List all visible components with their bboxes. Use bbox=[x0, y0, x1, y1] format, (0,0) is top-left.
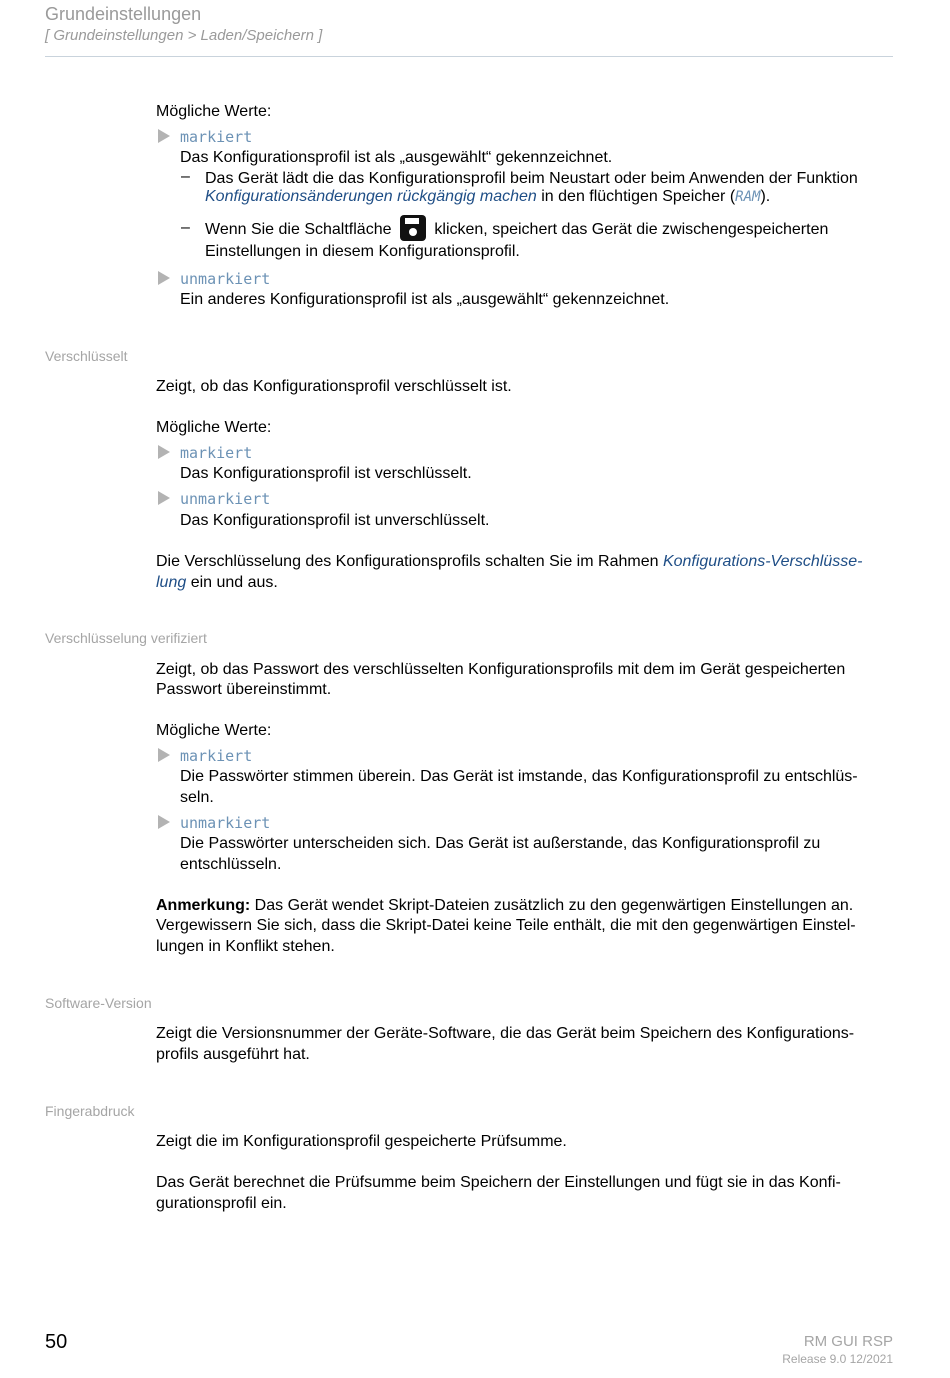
footer-product: RM GUI RSP bbox=[803, 1333, 893, 1350]
note-line: Vergewissern Sie sich, dass die Skript-Datei keine Teile enthält, die mit den gegenwärtigen Einstel- bbox=[156, 917, 856, 934]
value-markiert: markiert bbox=[180, 444, 253, 462]
field-intro-continuation: profils ausgeführt hat. bbox=[156, 1046, 310, 1063]
value-description: Das Konfigurationsprofil ist als „ausgewählt“ gekennzeichnet. bbox=[180, 149, 613, 166]
field-intro: Zeigt, ob das Konfigurationsprofil verschlüsselt ist. bbox=[156, 378, 512, 395]
bullet-triangle-icon bbox=[158, 815, 170, 829]
bullet-triangle-icon bbox=[158, 129, 170, 143]
possible-values-heading: Mögliche Werte: bbox=[156, 722, 272, 739]
running-header-breadcrumb: [ Grundeinstellungen > Laden/Speichern ] bbox=[45, 27, 323, 44]
save-icon bbox=[400, 215, 426, 241]
value-description: Die Passwörter unterscheiden sich. Das Gerät ist außerstande, das Konfigurationsprofil zu bbox=[180, 835, 821, 852]
link-config-encryption[interactable]: Konfigurations-Verschlüsse- bbox=[662, 553, 863, 570]
bullet-triangle-icon bbox=[158, 748, 170, 762]
page-number: 50 bbox=[45, 1331, 68, 1353]
link-config-encryption-cont[interactable]: lung bbox=[156, 574, 187, 591]
value-description-continuation: entschlüsseln. bbox=[180, 856, 282, 873]
value-unmarkiert: unmarkiert bbox=[180, 814, 271, 832]
field-intro-continuation: Passwort übereinstimmt. bbox=[156, 681, 332, 698]
value-description: Das Konfigurationsprofil ist verschlüsselt. bbox=[180, 465, 472, 482]
field-intro: Zeigt die Versionsnummer der Geräte-Software, die das Gerät beim Speichern des Konfigurations- bbox=[156, 1025, 855, 1042]
running-header-title: Grundeinstellungen bbox=[45, 4, 202, 24]
field-intro: Zeigt die im Konfigurationsprofil gespeicherte Prüfsumme. bbox=[156, 1133, 567, 1150]
possible-values-heading: Mögliche Werte: bbox=[156, 103, 272, 120]
note-line: Anmerkung: Das Gerät wendet Skript-Dateien zusätzlich zu den gegenwärtigen Einstellungen an. bbox=[156, 897, 854, 914]
value-description: Ein anderes Konfigurationsprofil ist als „ausgewählt“ gekennzeichnet. bbox=[180, 291, 670, 308]
sub-bullet-text: Wenn Sie die Schaltfläche klicken, speichert das Gerät die zwischengespeicherten bbox=[205, 215, 895, 241]
note-line: lungen in Konflikt stehen. bbox=[156, 938, 335, 955]
field-label-software-version: Software-Version bbox=[45, 995, 152, 1011]
bullet-triangle-icon bbox=[158, 271, 170, 285]
value-description: Die Passwörter stimmen überein. Das Gerät ist imstande, das Konfigurationsprofil zu entschlüs- bbox=[180, 768, 858, 785]
dash-bullet: – bbox=[181, 168, 190, 185]
footer-release: Release 9.0 12/2021 bbox=[782, 1352, 893, 1366]
field-label-encrypted: Verschlüsselt bbox=[45, 348, 128, 364]
encryption-note-continuation: lung ein und aus. bbox=[156, 574, 278, 591]
possible-values-heading: Mögliche Werte: bbox=[156, 419, 272, 436]
value-unmarkiert: unmarkiert bbox=[180, 490, 271, 508]
sub-bullet-continuation: Einstellungen in diesem Konfigurationsprofil. bbox=[205, 243, 520, 260]
value-description: Das Konfigurationsprofil ist unverschlüsselt. bbox=[180, 512, 490, 529]
field-label-verified: Verschlüsselung verifiziert bbox=[45, 630, 207, 646]
sub-bullet-text: Das Gerät lädt die das Konfigurationsprofil beim Neustart oder beim Anwenden der Funktion bbox=[205, 170, 858, 187]
header-divider bbox=[45, 56, 893, 57]
bullet-triangle-icon bbox=[158, 445, 170, 459]
ram-term: RAM bbox=[735, 189, 761, 205]
value-description-continuation: seln. bbox=[180, 789, 214, 806]
field-paragraph: Das Gerät berechnet die Prüfsumme beim Speichern der Einstellungen und fügt sie in das Konfi- bbox=[156, 1174, 841, 1191]
value-unmarkiert: unmarkiert bbox=[180, 270, 271, 288]
dash-bullet: – bbox=[181, 219, 190, 236]
value-markiert: markiert bbox=[180, 128, 253, 146]
encryption-note: Die Verschlüsselung des Konfigurationsprofils schalten Sie im Rahmen Konfigurations-Verschlüsse- bbox=[156, 553, 863, 570]
note-label: Anmerkung: bbox=[156, 897, 251, 914]
field-paragraph-continuation: gurationsprofil ein. bbox=[156, 1195, 287, 1212]
link-undo-config-changes[interactable]: Konfigurationsänderungen rückgängig machen bbox=[205, 188, 537, 205]
bullet-triangle-icon bbox=[158, 491, 170, 505]
field-intro: Zeigt, ob das Passwort des verschlüsselten Konfigurationsprofils mit dem im Gerät gespeicherten bbox=[156, 661, 846, 678]
field-label-fingerprint: Fingerabdruck bbox=[45, 1103, 135, 1119]
value-markiert: markiert bbox=[180, 747, 253, 765]
sub-bullet-continuation: Konfigurationsänderungen rückgängig machen in den flüchtigen Speicher (RAM). bbox=[205, 188, 771, 205]
